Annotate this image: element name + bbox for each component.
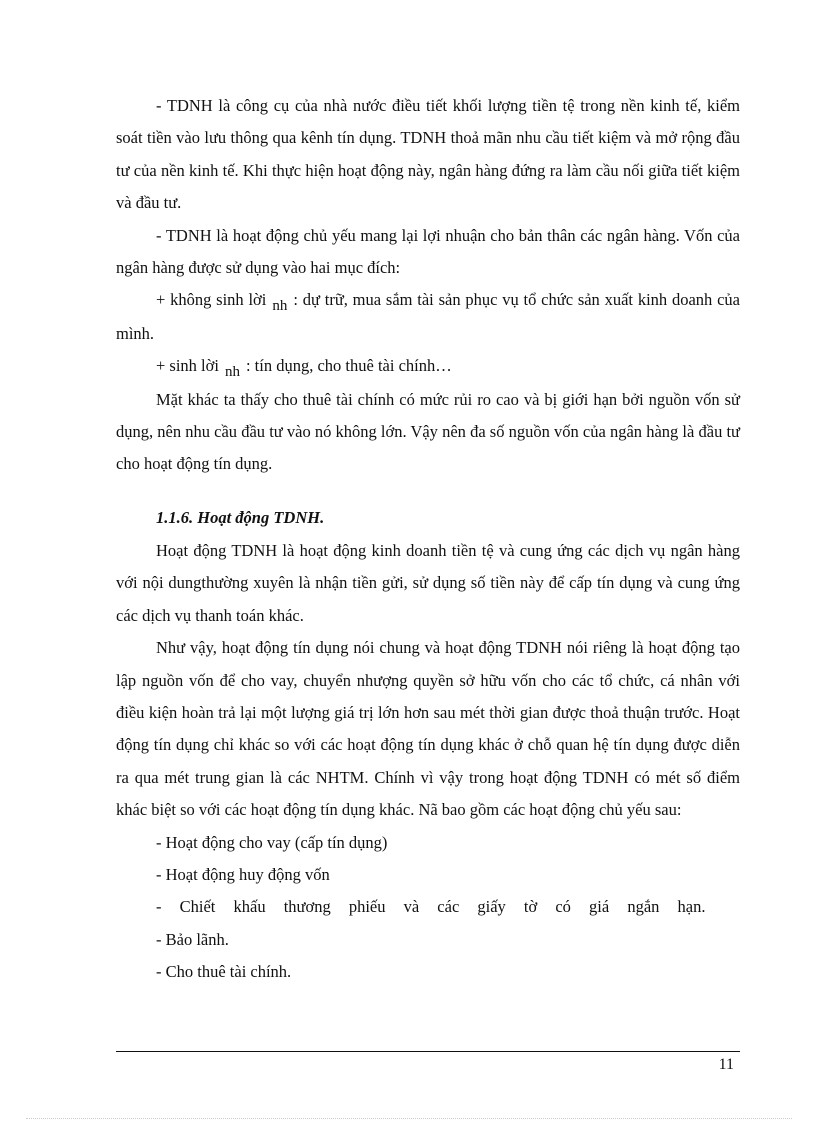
footer-divider [116, 1051, 740, 1052]
page-bottom-edge [26, 1118, 792, 1119]
non-profitable-detail: : dự trữ, mua sắm tài sản phục vụ tổ chức sản xuất kinh doanh của mình. [116, 290, 740, 343]
list-item: - Cho thuê tài chính. [156, 962, 292, 982]
non-profitable-lead: + không sinh lời [156, 290, 267, 310]
paragraph-tdnh-role-state: - TDNH là công cụ của nhà nước điều tiết khối lượng tiền tệ trong nền kinh tế, kiểm soát tiền vào lưu thông qua kênh tín dụng. TDNH thoả mãn nhu cầu tiết kiệm và mở rộng đầu tư của nền kinh tế. Khi thực hiện hoạt động này, ngân hàng đứng ra làm cầu nối giữa tiết kiệm và đầu tư. [116, 96, 740, 213]
section-2-body [116, 535, 740, 989]
profitable-lead: + sinh lời [156, 356, 219, 376]
subscript-nh-2: nh [224, 364, 240, 381]
section-1-body [116, 90, 740, 481]
paragraph-credit-activity-detail: Như vậy, hoạt động tín dụng nói chung và hoạt động TDNH nói riêng là hoạt động tạo lập nguồn vốn để cho vay, chuyển nhượng quyền sở hữu vốn cho các tổ chức, cá nhân với điều kiện hoàn trả lại một lượng giá trị lớn hơn sau mét thời gian được thoả thuận trước. Hoạt động tín dụng chỉ khác so với các hoạt động tín dụng khác ở chỗ quan hệ tín dụng được diễn ra qua mét trung gian là các NHTM. Chính vì vậy trong hoạt động TDNH có mét số điểm khác biệt so với các hoạt động tín dụng khác. Nã bao gồm các hoạt động chủ yếu sau: [116, 638, 740, 820]
paragraph-tdnh-profit: - TDNH là hoạt động chủ yếu mang lại lợi nhuận cho bản thân các ngân hàng. Vốn của ngân hàng được sử dụng vào hai mục đích: [116, 225, 740, 278]
profitable-detail: : tín dụng, cho thuê tài chính… [245, 356, 452, 376]
subscript-nh-1: nh [272, 298, 288, 315]
list-item: - Hoạt động cho vay (cấp tín dụng) [156, 832, 388, 852]
list-item: - Hoạt động huy động vốn [156, 865, 330, 885]
paragraph-leasing-risk: Mặt khác ta thấy cho thuê tài chính có mức rủi ro cao và bị giới hạn bởi nguồn vốn sử dụng, nên nhu cầu đầu tư vào nó không lớn. Vậy nên đa số nguồn vốn của ngân hàng là đầu tư cho hoạt động tín dụng. [116, 389, 740, 474]
paragraph-tdnh-activity-definition: Hoạt động TDNH là hoạt động kinh doanh tiền tệ và cung ứng các dịch vụ ngân hàng với nội dungthường xuyên là nhận tiền gửi, sử dụng số tiền này để cấp tín dụng và cung ứng các dịch vụ thanh toán khác. [116, 541, 740, 625]
list-item: - Chiết khấu thương phiếu và các giấy tờ có giá ngắn hạn. [156, 897, 706, 917]
list-item: - Bảo lãnh. [156, 929, 229, 949]
section-heading: 1.1.6. Hoạt động TDNH. [156, 508, 325, 527]
paragraph-non-profitable-use [116, 284, 740, 350]
paragraph-profitable-use [116, 350, 740, 383]
page-number: 11 [718, 1056, 734, 1073]
